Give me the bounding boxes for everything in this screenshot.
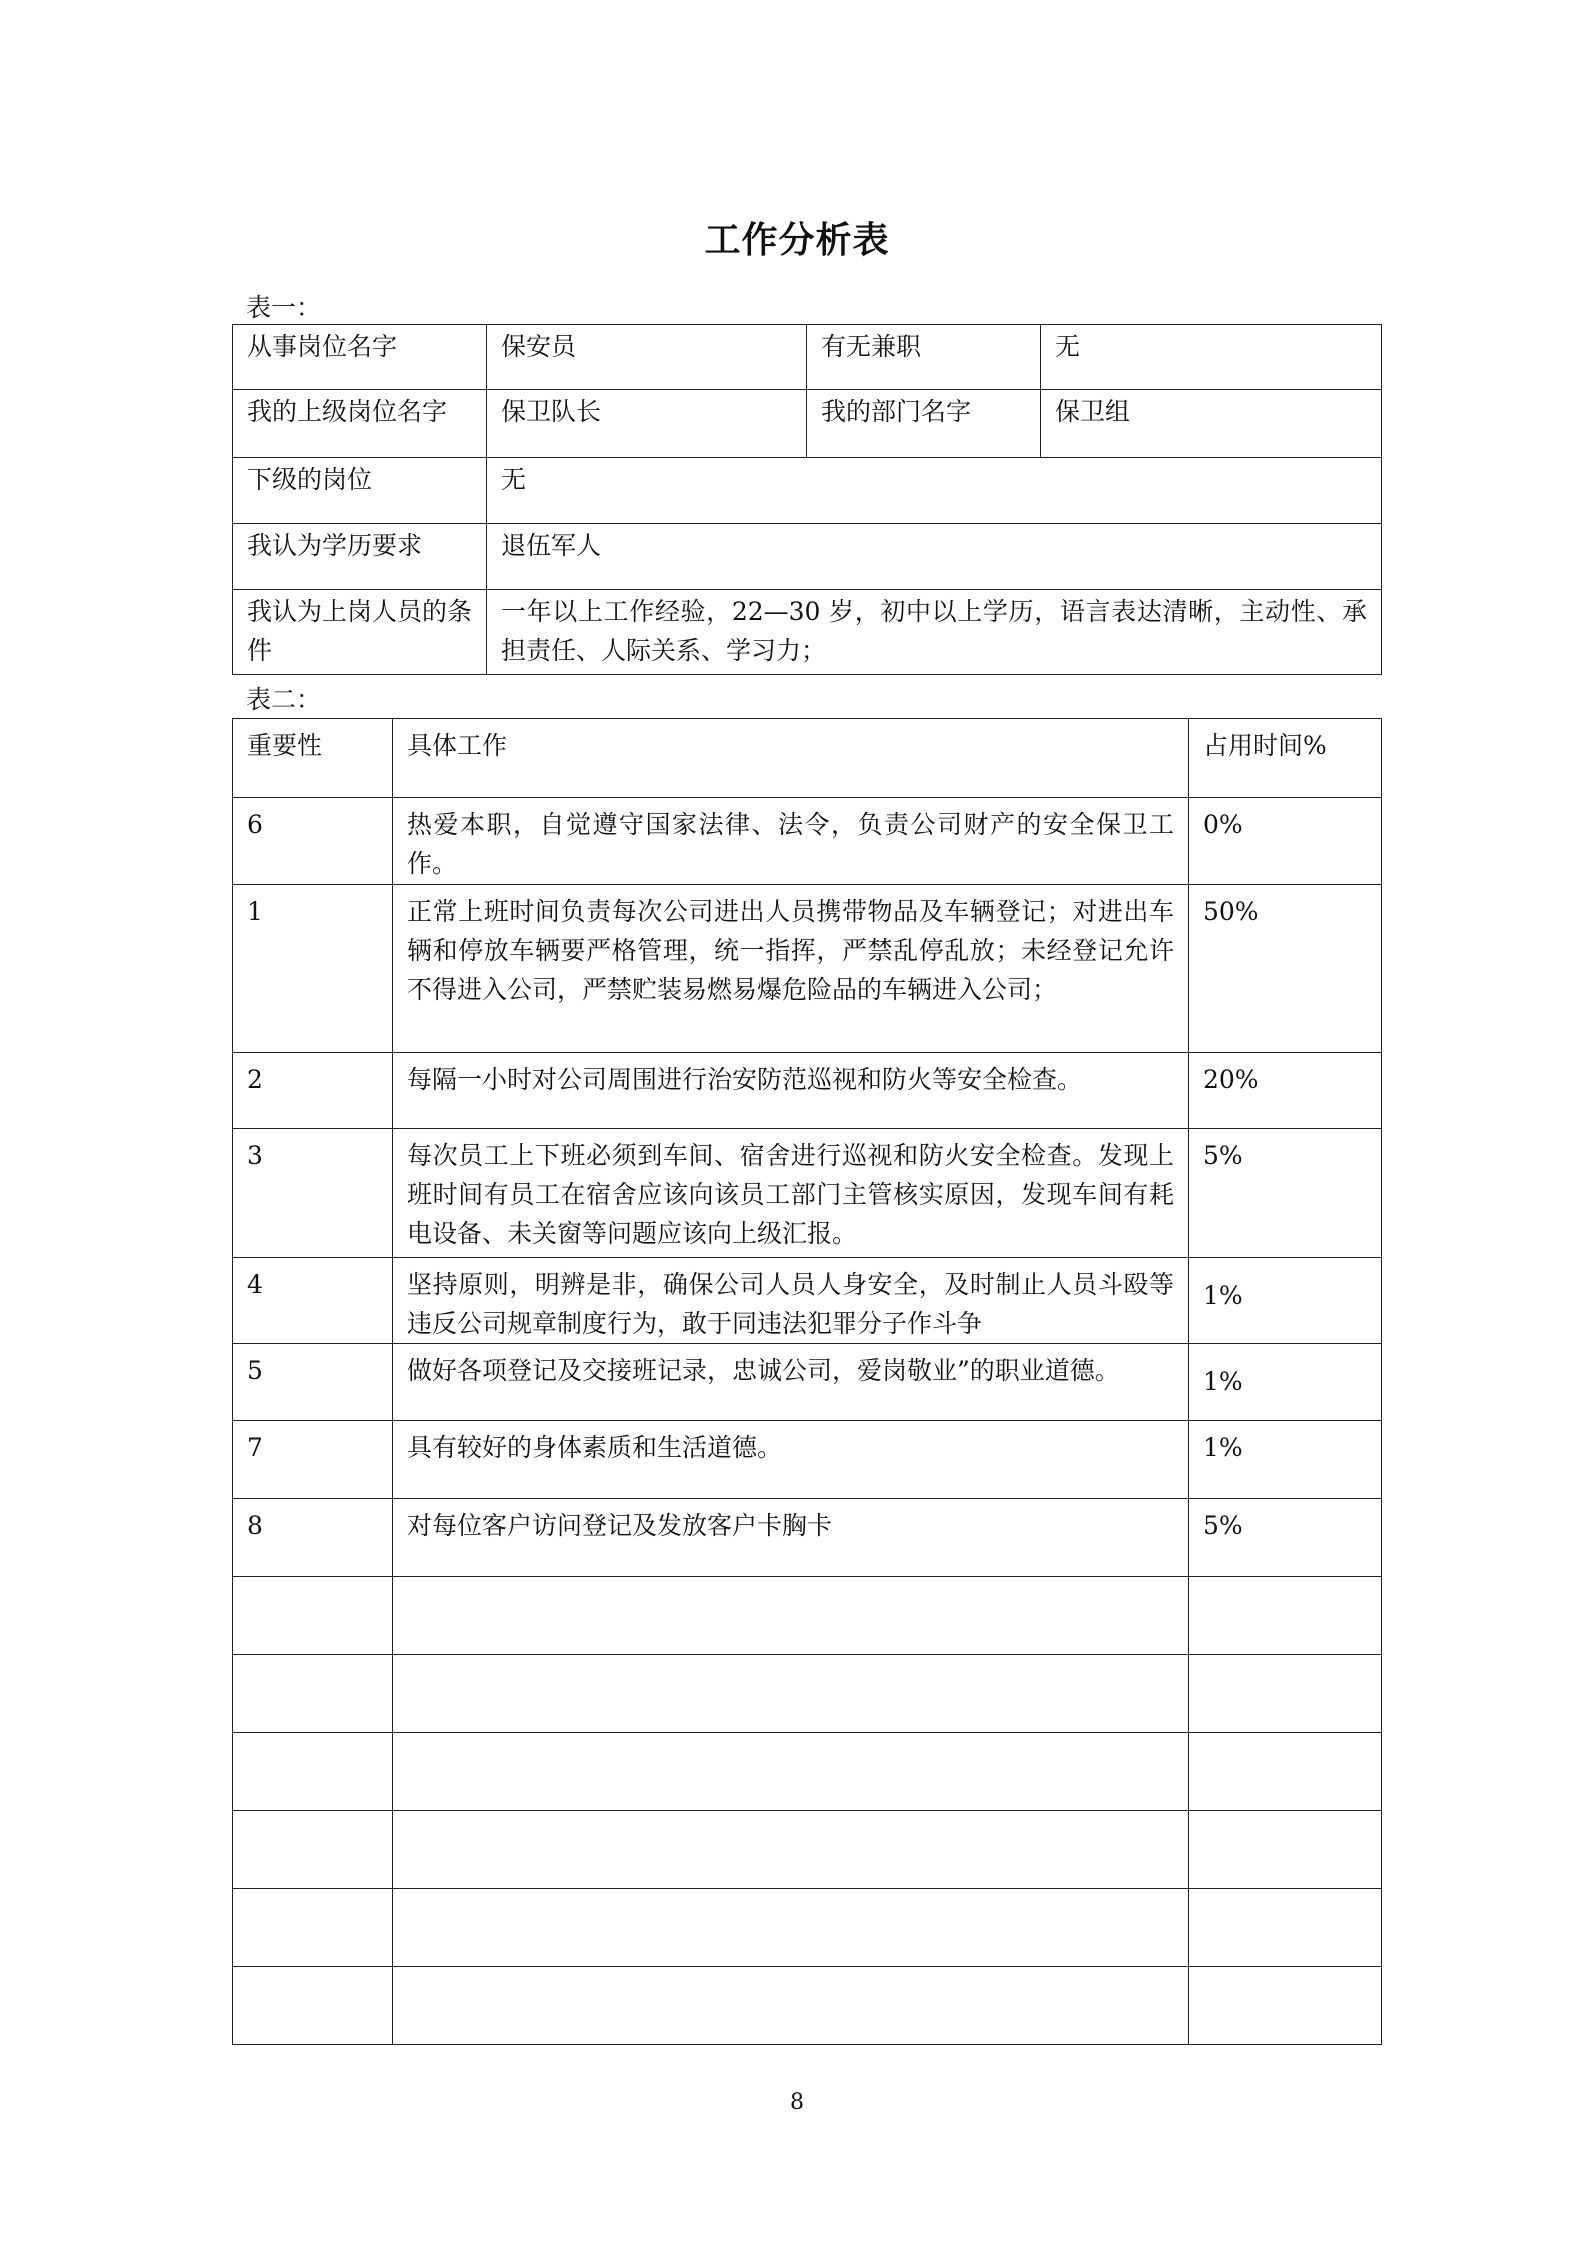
table1-caption: 表一： xyxy=(246,293,322,322)
empty-cell xyxy=(393,1577,1189,1655)
importance-cell: 4 xyxy=(233,1258,393,1344)
field-label: 我的上级岗位名字 xyxy=(233,390,487,458)
table-row xyxy=(233,325,1382,390)
field-value: 一年以上工作经验，22—30 岁，初中以上学历，语言表达清晰，主动性、承担责任、人际关系、学习力； xyxy=(487,590,1382,675)
work-cell: 坚持原则，明辨是非，确保公司人员人身安全，及时制止人员斗殴等违反公司规章制度行为，敢于同违法犯罪分子作斗争 xyxy=(393,1258,1189,1344)
table-row xyxy=(233,1499,1382,1577)
empty-cell xyxy=(1189,1811,1382,1889)
field-value: 无 xyxy=(1041,325,1382,390)
empty-cell xyxy=(393,1655,1189,1733)
empty-row xyxy=(233,1577,1382,1655)
field-label: 我的部门名字 xyxy=(807,390,1041,458)
table-row xyxy=(233,1129,1382,1258)
work-analysis-table xyxy=(232,718,1382,2045)
field-label: 我认为上岗人员的条件 xyxy=(233,590,487,675)
field-label: 有无兼职 xyxy=(807,325,1041,390)
empty-cell xyxy=(233,1967,393,2045)
table-row xyxy=(233,590,1382,675)
empty-row xyxy=(233,1655,1382,1733)
empty-cell xyxy=(1189,1577,1382,1655)
importance-cell: 3 xyxy=(233,1129,393,1258)
work-cell: 具有较好的身体素质和生活道德。 xyxy=(393,1421,1189,1499)
column-header: 占用时间% xyxy=(1189,719,1382,798)
time-cell: 1% xyxy=(1189,1258,1382,1344)
work-cell: 热爱本职，自觉遵守国家法律、法令，负责公司财产的安全保卫工作。 xyxy=(393,798,1189,885)
empty-cell xyxy=(233,1655,393,1733)
time-cell: 20% xyxy=(1189,1053,1382,1129)
importance-cell: 6 xyxy=(233,798,393,885)
column-header: 具体工作 xyxy=(393,719,1189,798)
empty-cell xyxy=(1189,1655,1382,1733)
time-cell: 0% xyxy=(1189,798,1382,885)
time-cell: 50% xyxy=(1189,885,1382,1053)
empty-cell xyxy=(393,1967,1189,2045)
empty-cell xyxy=(233,1889,393,1967)
table-row xyxy=(233,1053,1382,1129)
page-title: 工作分析表 xyxy=(704,220,890,261)
field-label: 我认为学历要求 xyxy=(233,524,487,590)
empty-row xyxy=(233,1811,1382,1889)
work-cell: 每次员工上下班必须到车间、宿舍进行巡视和防火安全检查。发现上班时间有员工在宿舍应该向该员工部门主管核实原因，发现车间有耗电设备、未关窗等问题应该向上级汇报。 xyxy=(393,1129,1189,1258)
work-cell: 对每位客户访问登记及发放客户卡胸卡 xyxy=(393,1499,1189,1577)
empty-cell xyxy=(393,1889,1189,1967)
empty-cell xyxy=(1189,1733,1382,1811)
field-label: 从事岗位名字 xyxy=(233,325,487,390)
table-row xyxy=(233,1421,1382,1499)
empty-cell xyxy=(393,1733,1189,1811)
job-info-table xyxy=(232,324,1382,675)
importance-cell: 2 xyxy=(233,1053,393,1129)
table-row xyxy=(233,1344,1382,1421)
importance-cell: 7 xyxy=(233,1421,393,1499)
time-cell: 1% xyxy=(1189,1421,1382,1499)
field-value: 退伍军人 xyxy=(487,524,1382,590)
column-header: 重要性 xyxy=(233,719,393,798)
importance-cell: 1 xyxy=(233,885,393,1053)
table2-caption: 表二： xyxy=(246,685,322,714)
empty-cell xyxy=(233,1577,393,1655)
empty-row xyxy=(233,1889,1382,1967)
empty-cell xyxy=(1189,1889,1382,1967)
importance-cell: 5 xyxy=(233,1344,393,1421)
table-row xyxy=(233,798,1382,885)
table-row xyxy=(233,390,1382,458)
empty-cell xyxy=(233,1733,393,1811)
empty-cell xyxy=(233,1811,393,1889)
field-value: 无 xyxy=(487,458,1382,524)
field-value: 保安员 xyxy=(487,325,807,390)
table-row xyxy=(233,458,1382,524)
time-cell: 5% xyxy=(1189,1129,1382,1258)
field-value: 保卫组 xyxy=(1041,390,1382,458)
work-cell: 做好各项登记及交接班记录，忠诚公司，爱岗敬业”的职业道德。 xyxy=(393,1344,1189,1421)
table-row xyxy=(233,885,1382,1053)
field-value: 保卫队长 xyxy=(487,390,807,458)
time-cell: 5% xyxy=(1189,1499,1382,1577)
time-cell: 1% xyxy=(1189,1344,1382,1421)
empty-row xyxy=(233,1967,1382,2045)
empty-cell xyxy=(1189,1967,1382,2045)
importance-cell: 8 xyxy=(233,1499,393,1577)
empty-row xyxy=(233,1733,1382,1811)
field-label: 下级的岗位 xyxy=(233,458,487,524)
empty-cell xyxy=(393,1811,1189,1889)
table-row xyxy=(233,524,1382,590)
table-row xyxy=(233,1258,1382,1344)
work-cell: 正常上班时间负责每次公司进出人员携带物品及车辆登记；对进出车辆和停放车辆要严格管理，统一指挥，严禁乱停乱放；未经登记允许不得进入公司，严禁贮装易燃易爆危险品的车辆进入公司； xyxy=(393,885,1189,1053)
work-cell: 每隔一小时对公司周围进行治安防范巡视和防火等安全检查。 xyxy=(393,1053,1189,1129)
page-number: 8 xyxy=(790,2090,804,2115)
table-header-row xyxy=(233,719,1382,798)
